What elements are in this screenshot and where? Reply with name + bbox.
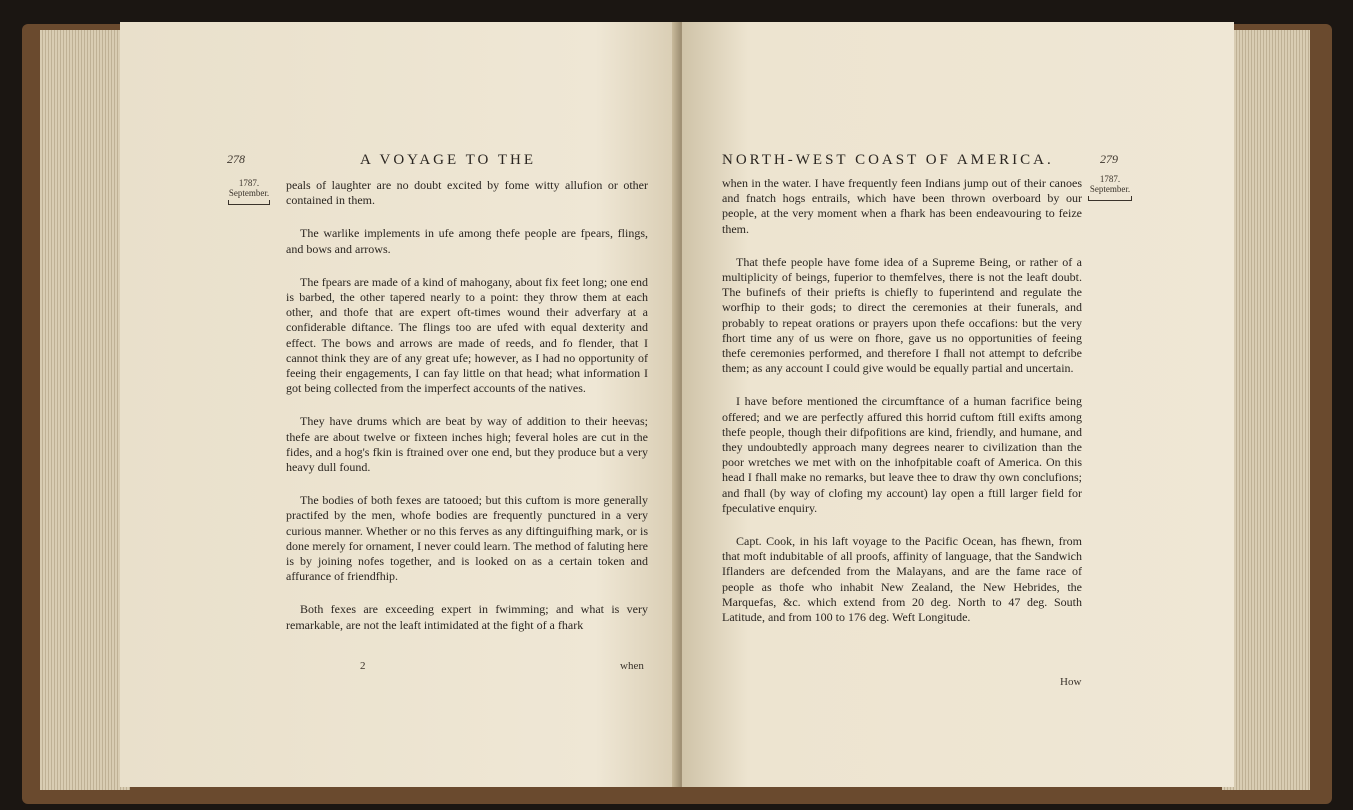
paragraph: The fpears are made of a kind of mahogany, about fix feet long; one end is barbed, the other tapered nearly to a point: they throw them at each other, and thofe that are expert oft-times wound their adverfary at a confiderable diftance. The flings too are ufed with equal dexterity and effect. The bows and arrows are made of reeds, and fo flender, that I cannot think they are of any great ufe; however, as I had no opportunity of feeing their engagements, I can fay little on that head; what information I got being collected from the imperfect accounts of the natives.: [286, 274, 648, 396]
paragraph: I have before mentioned the circumftance of a human facrifice being offered; and we are perfectly affured this horrid cuftom ftill exifts among thefe people, though their difpofitions are kind, friendly, and humane, and they undoubtedly approach many degrees nearer to civilization than the poor wretches we met with on the inhofpitable coaft of America. On this head I fhall make no remarks, but leave thee to draw thy own conclufions; and fhall (by way of clofing my account) lay open a ftill larger field for fpeculative enquiry.: [722, 394, 1082, 515]
right-catchword: How: [1060, 676, 1082, 688]
left-margin-note: [228, 178, 270, 205]
margin-month: September.: [1089, 184, 1131, 194]
signature-mark: 2: [360, 660, 366, 672]
paragraph: The warlike implements in ufe among thefe people are fpears, flings, and bows and arrows.: [286, 226, 648, 256]
paragraph: That thefe people have fome idea of a Supreme Being, or rather of a multiplicity of beings, fuperior to themfelves, there is not the leaft doubt. The bufinefs of their priefts is chiefly to fuperintend and regulate the worfhip to their gods; to direct the ceremonies at their funerals, and probably to repeat orations or prayers upon thefe occafions: but the very fhort time any of us were on fhore, gave us no opportunities of feeing thefe ceremonies performed, and therefore I fhall not attempt to defcribe them; as any account I could give would be equally partial and uncertain.: [722, 254, 1082, 376]
left-running-head: A VOYAGE TO THE: [360, 152, 536, 168]
right-page-edges: [1222, 30, 1310, 790]
right-body-text: [722, 176, 1082, 643]
right-margin-note: [1088, 174, 1132, 201]
paragraph: Capt. Cook, in his laft voyage to the Pacific Ocean, has fhewn, from that moft indubitable of all proofs, affinity of language, that the Sandwich Iflanders are defcended from the Malayans, and are the fame race of people as thofe who inhabit New Zealand, the New Hebrides, the Marquefas, &c. which extend from 20 deg. North to 47 deg. South Latitude, and from 100 to 176 deg. Weft Longitude.: [722, 534, 1082, 625]
left-catchword: when: [620, 660, 644, 672]
right-page: [682, 22, 1234, 787]
margin-year: 1787.: [1099, 174, 1121, 184]
margin-year: 1787.: [238, 178, 260, 188]
right-page-number: 279: [1100, 152, 1118, 166]
paragraph: peals of laughter are no doubt excited by fome witty allufion or other contained in them.: [286, 178, 648, 208]
paragraph: when in the water. I have frequently feen Indians jump out of their canoes and fnatch hogs entrails, which have been thrown overboard by our people, at the very moment when a fhark has been endeavouring to feize them.: [722, 176, 1082, 236]
paragraph: Both fexes are exceeding expert in fwimming; and what is very remarkable, are not the leaft intimidated at the fight of a fhark: [286, 602, 648, 632]
right-running-head: NORTH-WEST COAST OF AMERICA.: [722, 152, 1054, 168]
left-page: [120, 22, 680, 787]
left-body-text: [286, 178, 648, 651]
paragraph: The bodies of both fexes are tatooed; but this cuftom is more generally practifed by the men, whofe bodies are frequently punctured in a very curious manner. Whether or no this ferves as any diftinguifhing mark, or is done merely for ornament, I never could learn. The method of faluting here is by joining nofes together, and is looked on as a certain token and affurance of friendfhip.: [286, 493, 648, 584]
left-page-number: 278: [227, 152, 245, 166]
margin-month: September.: [228, 188, 270, 198]
left-page-edges: [40, 30, 130, 790]
paragraph: They have drums which are beat by way of addition to their heevas; thefe are about twelve or fixteen inches high; feveral holes are cut in the fides, and a hog's fkin is ftrained over one end, but they produce but a very heavy dull found.: [286, 414, 648, 475]
